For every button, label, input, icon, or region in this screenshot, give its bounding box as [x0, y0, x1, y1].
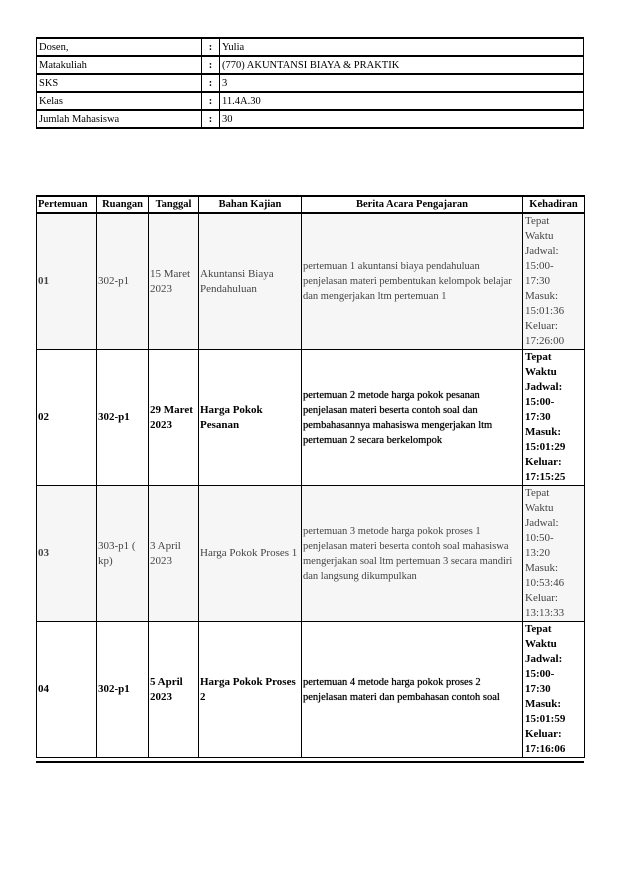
- date: 5 April 2023: [149, 622, 199, 758]
- attendance: [523, 350, 585, 486]
- attendance-line: 13:13:33: [525, 607, 565, 619]
- info-label: Dosen,: [37, 38, 202, 56]
- room: 303-p1 ( kp): [97, 486, 149, 622]
- attendance-line: Waktu: [525, 230, 554, 242]
- attendance-line: Jadwal:: [525, 381, 563, 393]
- table-row: [37, 350, 585, 486]
- info-separator: :: [202, 110, 220, 128]
- attendance-line: 13:20: [525, 547, 551, 559]
- attendance-line: Masuk:: [525, 290, 558, 302]
- header-kehadiran: Kehadiran: [523, 196, 585, 213]
- table-row: [37, 622, 585, 758]
- attendance-line: 10:50-: [525, 532, 554, 544]
- info-value: (770) AKUNTANSI BIAYA & PRAKTIK: [220, 56, 584, 74]
- attendance-line: Waktu: [525, 638, 557, 650]
- attendance-line: Masuk:: [525, 562, 558, 574]
- meeting-number: 01: [37, 213, 97, 350]
- course-info-table: [36, 37, 584, 129]
- attendance-line: Masuk:: [525, 426, 562, 438]
- date: 29 Maret 2023: [149, 350, 199, 486]
- info-value: 3: [220, 74, 584, 92]
- attendance-line: 15:01:29: [525, 441, 566, 453]
- attendance-line: Jadwal:: [525, 653, 563, 665]
- attendance-line: 17:15:25: [525, 471, 566, 483]
- attendance-line: Keluar:: [525, 592, 558, 604]
- attendance-line: 15:00-: [525, 260, 554, 272]
- info-value: 30: [220, 110, 584, 128]
- attendance-line: 10:53:46: [525, 577, 565, 589]
- attendance-line: Waktu: [525, 366, 557, 378]
- table-row: [37, 213, 585, 350]
- table-bottom-border: [36, 761, 584, 763]
- attendance-line: 17:16:06: [525, 743, 566, 755]
- room: 302-p1: [97, 622, 149, 758]
- attendance-line: Tepat: [525, 623, 552, 635]
- attendance-line: 15:01:36: [525, 305, 565, 317]
- room: 302-p1: [97, 213, 149, 350]
- attendance-line: Tepat: [525, 487, 550, 499]
- attendance-line: Masuk:: [525, 698, 562, 710]
- header-row: [37, 196, 585, 213]
- info-label: Kelas: [37, 92, 202, 110]
- info-row: [37, 110, 584, 128]
- attendance-line: Keluar:: [525, 320, 558, 332]
- attendance: [523, 622, 585, 758]
- attendance-line: Keluar:: [525, 456, 562, 468]
- narrative: pertemuan 4 metode harga pokok proses 2 penjelasan materi dan pembahasan contoh soal: [302, 622, 523, 758]
- info-separator: :: [202, 38, 220, 56]
- table-row: [37, 486, 585, 622]
- info-value: Yulia: [220, 38, 584, 56]
- info-value: 11.4A.30: [220, 92, 584, 110]
- narrative: pertemuan 2 metode harga pokok pesanan penjelasan materi beserta contoh soal dan pembahasannya mahasiswa mengerjakan ltm pertemuan 2 secara berkelompok: [302, 350, 523, 486]
- info-label: Jumlah Mahasiswa: [37, 110, 202, 128]
- attendance-line: 15:00-: [525, 668, 555, 680]
- header-bahan-kajian: Bahan Kajian: [199, 196, 302, 213]
- meeting-number: 02: [37, 350, 97, 486]
- header-pertemuan: Pertemuan: [37, 196, 97, 213]
- info-row: [37, 56, 584, 74]
- date: 15 Maret 2023: [149, 213, 199, 350]
- info-separator: :: [202, 92, 220, 110]
- topic: Harga Pokok Proses 2: [199, 622, 302, 758]
- attendance-line: Tepat: [525, 351, 552, 363]
- date: 3 April 2023: [149, 486, 199, 622]
- attendance-line: 17:26:00: [525, 335, 565, 347]
- attendance-line: Keluar:: [525, 728, 562, 740]
- header-tanggal: Tanggal: [149, 196, 199, 213]
- info-separator: :: [202, 56, 220, 74]
- attendance-line: 17:30: [525, 683, 551, 695]
- attendance: [523, 486, 585, 622]
- attendance-line: 15:01:59: [525, 713, 566, 725]
- header-ruangan: Ruangan: [97, 196, 149, 213]
- meeting-number: 03: [37, 486, 97, 622]
- narrative: pertemuan 1 akuntansi biaya pendahuluan penjelasan materi pembentukan kelompok belajar dan mengerjakan ltm pertemuan 1: [302, 213, 523, 350]
- attendance-line: 17:30: [525, 275, 551, 287]
- info-row: [37, 74, 584, 92]
- info-separator: :: [202, 74, 220, 92]
- info-row: [37, 92, 584, 110]
- info-row: [37, 38, 584, 56]
- topic: Akuntansi Biaya Pendahuluan: [199, 213, 302, 350]
- info-label: Matakuliah: [37, 56, 202, 74]
- attendance: [523, 213, 585, 350]
- info-label: SKS: [37, 74, 202, 92]
- attendance-line: Jadwal:: [525, 517, 559, 529]
- attendance-line: Tepat: [525, 215, 550, 227]
- attendance-line: 17:30: [525, 411, 551, 423]
- meeting-log-table: [36, 195, 585, 758]
- topic: Harga Pokok Pesanan: [199, 350, 302, 486]
- topic: Harga Pokok Proses 1: [199, 486, 302, 622]
- narrative: pertemuan 3 metode harga pokok proses 1 penjelasan materi beserta contoh soal mahasiswa mengerjakan soal ltm pertemuan 3 secara mandiri dan langsung dikumpulkan: [302, 486, 523, 622]
- header-berita-acara: Berita Acara Pengajaran: [302, 196, 523, 213]
- attendance-line: Waktu: [525, 502, 554, 514]
- room: 302-p1: [97, 350, 149, 486]
- attendance-line: Jadwal:: [525, 245, 559, 257]
- meeting-number: 04: [37, 622, 97, 758]
- attendance-line: 15:00-: [525, 396, 555, 408]
